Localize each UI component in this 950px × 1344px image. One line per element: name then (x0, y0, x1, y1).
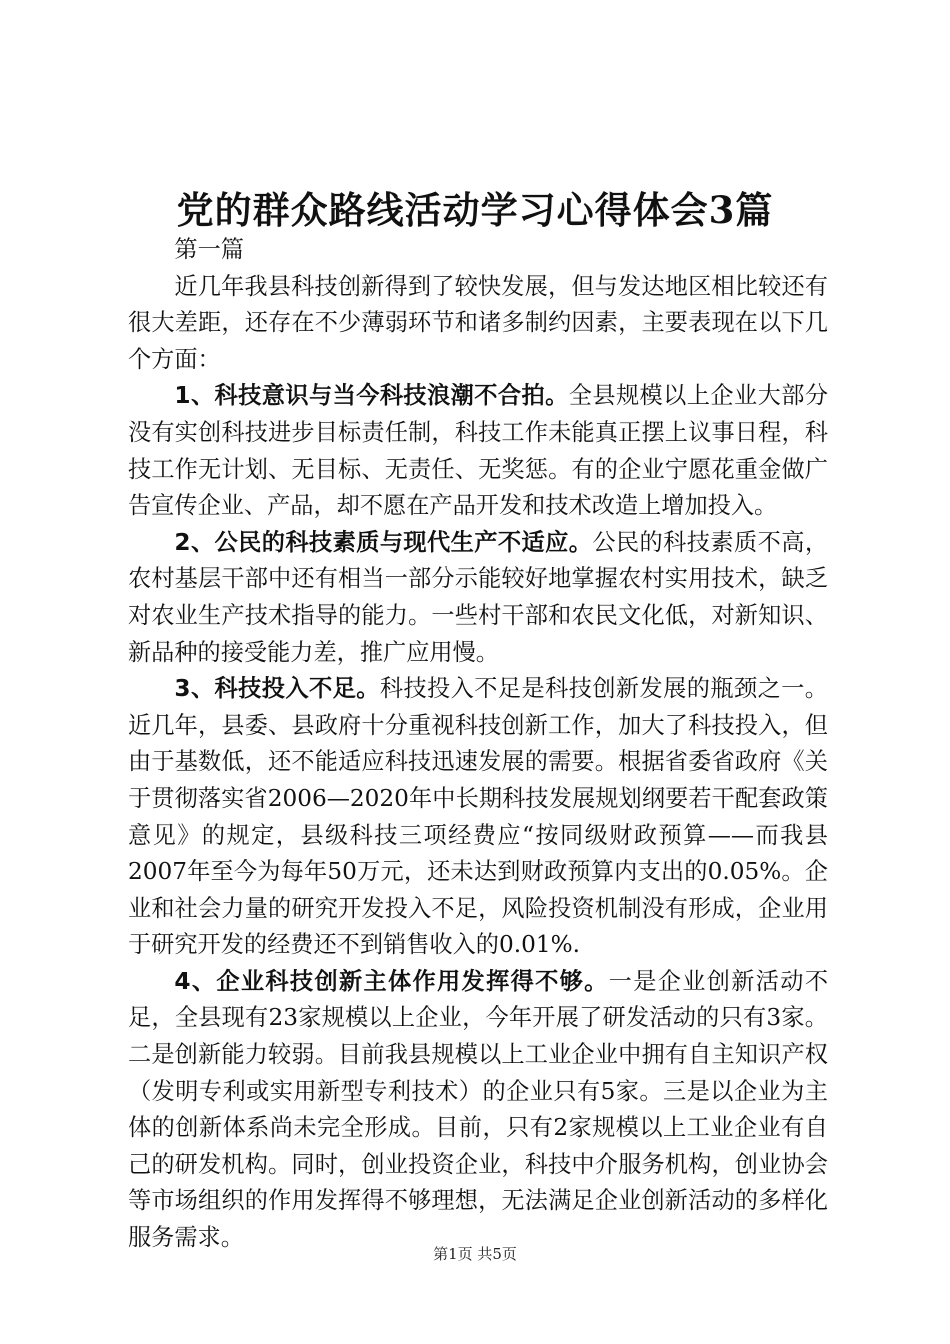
point-lead-1: 1、科技意识与当今科技浪潮不合拍。 (174, 382, 569, 410)
document-title: 党的群众路线活动学习心得体会3篇 (176, 188, 774, 232)
point-lead-4: 4、企业科技创新主体作用发挥得不够。 (174, 967, 609, 995)
document-body (128, 232, 828, 1257)
section-heading: 第一篇 (174, 236, 244, 263)
point-paragraph-3 (128, 671, 828, 964)
point-lead-2: 2、公民的科技素质与现代生产不适应。 (174, 528, 593, 556)
point-text-4: 一是企业创新活动不足，全县现有23家规模以上企业，今年开展了研发活动的只有3家。二是创新能力较弱。目前我县规模以上工业企业中拥有自主知识产权（发明专利或实用新型专利技术）的企业只有5家。三是以企业为主体的创新体系尚未完全形成。目前，只有2家规模以上工业企业有自己的研发机构。同时，创业投资企业，科技中介服务机构，创业协会等市场组织的作用发挥得不够理想，无法满足企业创新活动的多样化服务需求。 (128, 967, 829, 1252)
intro-paragraph: 近几年我县科技创新得到了较快发展，但与发达地区相比较还有很大差距，还存在不少薄弱环节和诸多制约因素，主要表现在以下几个方面： (128, 272, 828, 373)
point-text-3: 科技投入不足是科技创新发展的瓶颈之一。近几年，县委、县政府十分重视科技创新工作，加大了科技投入，但由于基数低，还不能适应科技迅速发展的需要。根据省委省政府《关于贯彻落实省2006—2020年中长期科技发展规划纲要若干配套政策意见》的规定，县级科技三项经费应“按同级财政预算——而我县2007年至今为每年50万元，还未达到财政预算内支出的0.05%。企业和社会力量的研究开发投入不足，风险投资机制没有形成，企业用于研究开发的经费还不到销售收入的0.01%. (128, 675, 828, 959)
point-lead-3: 3、科技投入不足。 (174, 675, 380, 703)
point-text-1: 全县规模以上企业大部分没有实创科技进步目标责任制，科技工作未能真正摆上议事日程，科技工作无计划、无目标、无责任、无奖惩。有的企业宁愿花重金做广告宣传企业、产品，却不愿在产品开发和技术改造上增加投入。 (128, 382, 829, 520)
point-text-2: 公民的科技素质不高，农村基层干部中还有相当一部分示能较好地掌握农村实用技术，缺乏对农业生产技术指导的能力。一些村干部和农民文化低，对新知识、新品种的接受能力差，推广应用慢。 (128, 528, 829, 666)
point-paragraph-1 (128, 378, 828, 524)
point-paragraph-4 (128, 964, 828, 1257)
page-number-footer: 第1页 共5页 (433, 1245, 517, 1263)
point-paragraph-2 (128, 525, 828, 671)
